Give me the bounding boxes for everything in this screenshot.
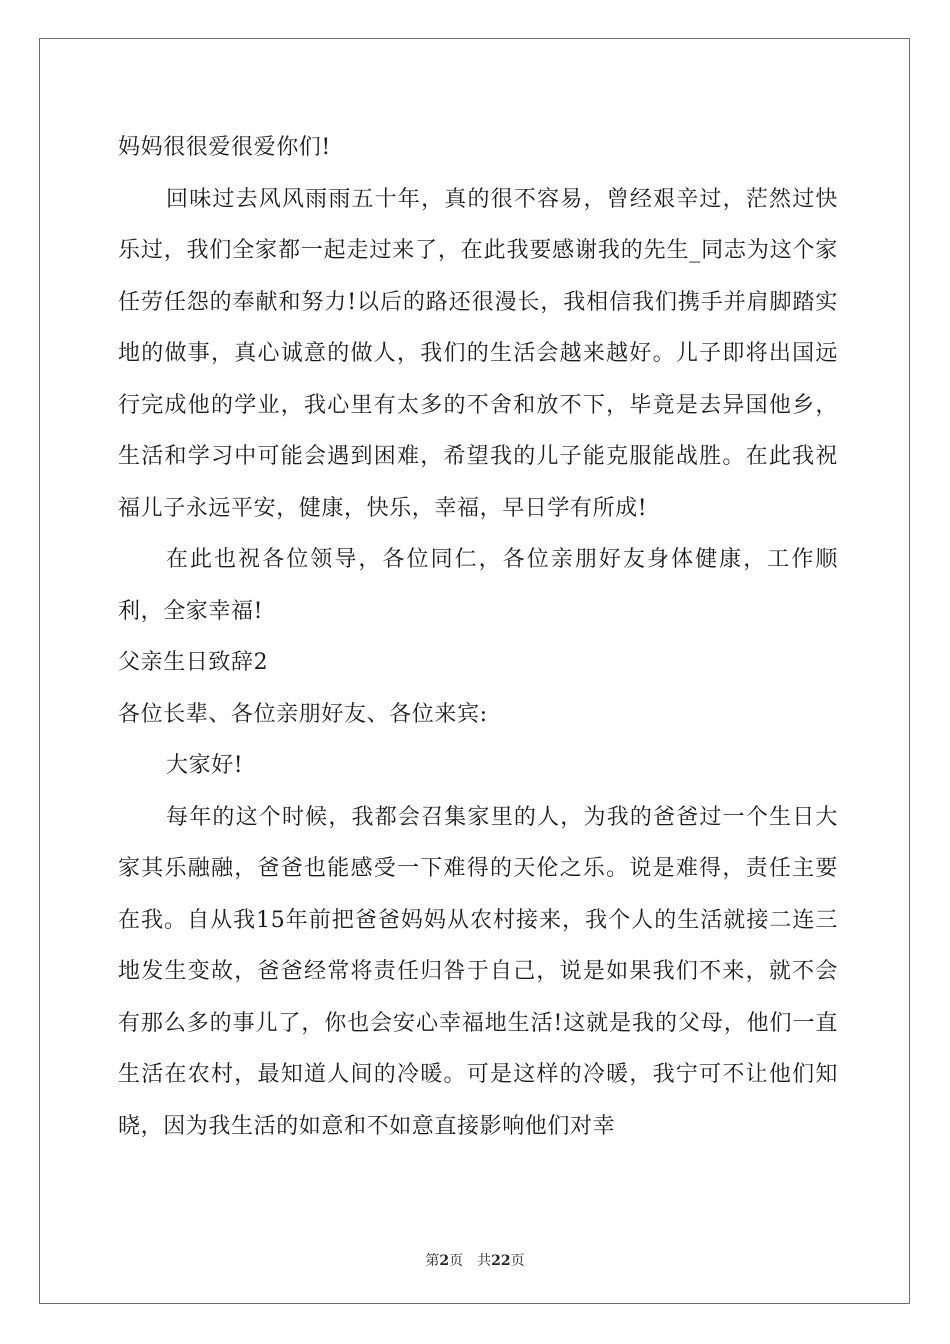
paragraph: 在此也祝各位领导，各位同仁，各位亲朋好友身体健康，工作顺利，全家幸福! <box>118 547 838 624</box>
greeting: 大家好! <box>166 753 244 778</box>
total-prefix: 共 <box>477 1253 492 1269</box>
document-body <box>118 122 838 1152</box>
section-heading: 父亲生日致辞2 <box>118 650 269 675</box>
page-prefix: 第 <box>425 1253 440 1269</box>
paragraph: 每年的这个时候，我都会召集家里的人，为我的爸爸过一个生日大家其乐融融，爸爸也能感受一下难得的天伦之乐。说是难得，责任主要在我。自从我15年前把爸爸妈妈从农村接来，我个人的生活就接二连三地发生变故，爸爸经常将责任归咎于自己，说是如果我们不来，就不会有那么多的事儿了，你也会安心幸福地生活!这就是我的父母，他们一直生活在农村，最知道人间的冷暖。可是这样的冷暖，我宁可不让他们知晓，因为我生活的如意和不如意直接影响他们对幸 <box>118 804 838 1139</box>
page-number: 2 <box>439 1253 450 1269</box>
page-footer <box>0 1250 950 1270</box>
page-suffix: 页 <box>449 1253 464 1269</box>
paragraph: 回味过去风风雨雨五十年，真的很不容易，曾经艰辛过，茫然过快乐过，我们全家都一起走过来了，在此我要感谢我的先生_同志为这个家任劳任怨的奉献和努力!以后的路还很漫长，我相信我们携手并肩脚踏实地的做事，真心诚意的做人，我们的生活会越来越好。儿子即将出国远行完成他的学业，我心里有太多的不舍和放不下，毕竟是去异国他乡，生活和学习中可能会遇到困难，希望我的儿子能克服能战胜。在此我祝福儿子永远平安，健康，快乐，幸福，早日学有所成! <box>118 186 838 521</box>
salutation: 各位长辈、各位亲朋好友、各位来宾: <box>118 701 488 727</box>
paragraph: 妈妈很很爱很爱你们! <box>118 135 331 160</box>
total-pages: 22 <box>491 1253 511 1269</box>
total-suffix: 页 <box>510 1253 525 1269</box>
